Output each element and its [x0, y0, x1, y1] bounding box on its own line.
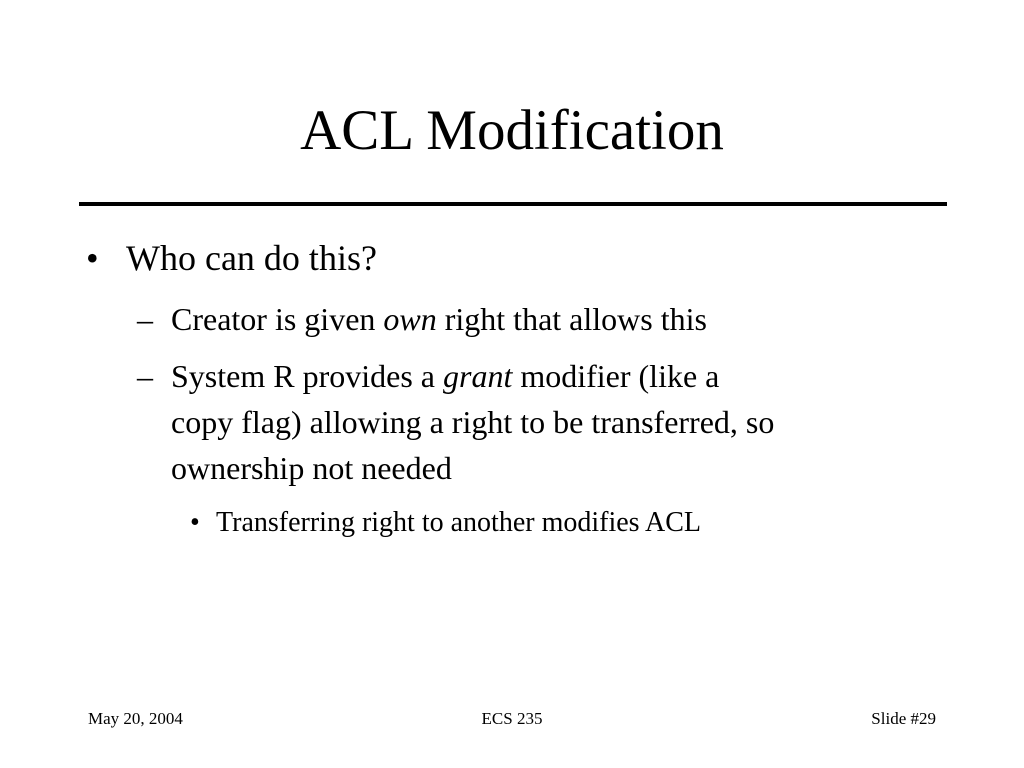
subbullet-text-before: System R provides a [171, 358, 443, 394]
subbullet-text-after: right that allows this [436, 301, 707, 337]
dash-icon: – [137, 301, 153, 337]
subbullet-continuation: copy flag) allowing a right to be transferred, so [171, 404, 775, 440]
subbullet-continuation: ownership not needed [171, 450, 452, 486]
subbullet-emphasis: grant [442, 358, 513, 394]
bullet-level1 [86, 236, 377, 280]
subbullet-emphasis: own [383, 301, 437, 337]
bullet-dot-icon: • [86, 238, 99, 278]
footer-course: ECS 235 [481, 709, 543, 728]
dash-icon: – [137, 358, 153, 394]
subbullet-text-before: Creator is given [171, 301, 384, 337]
footer-date: May 20, 2004 [88, 709, 183, 728]
slide-title: ACL Modification [300, 99, 724, 162]
subbullet-own-right [137, 296, 707, 342]
subbullet-grant-modifier [137, 353, 719, 399]
bullet-level3-text: Transferring right to another modifies ACL [216, 507, 702, 538]
bullet-level3 [190, 505, 701, 541]
footer-slide-number: Slide #29 [871, 709, 936, 728]
bullet-dot-icon: • [190, 507, 200, 538]
subbullet-text-after: modifier (like a [512, 358, 720, 394]
bullet-text: Who can do this? [126, 238, 377, 278]
